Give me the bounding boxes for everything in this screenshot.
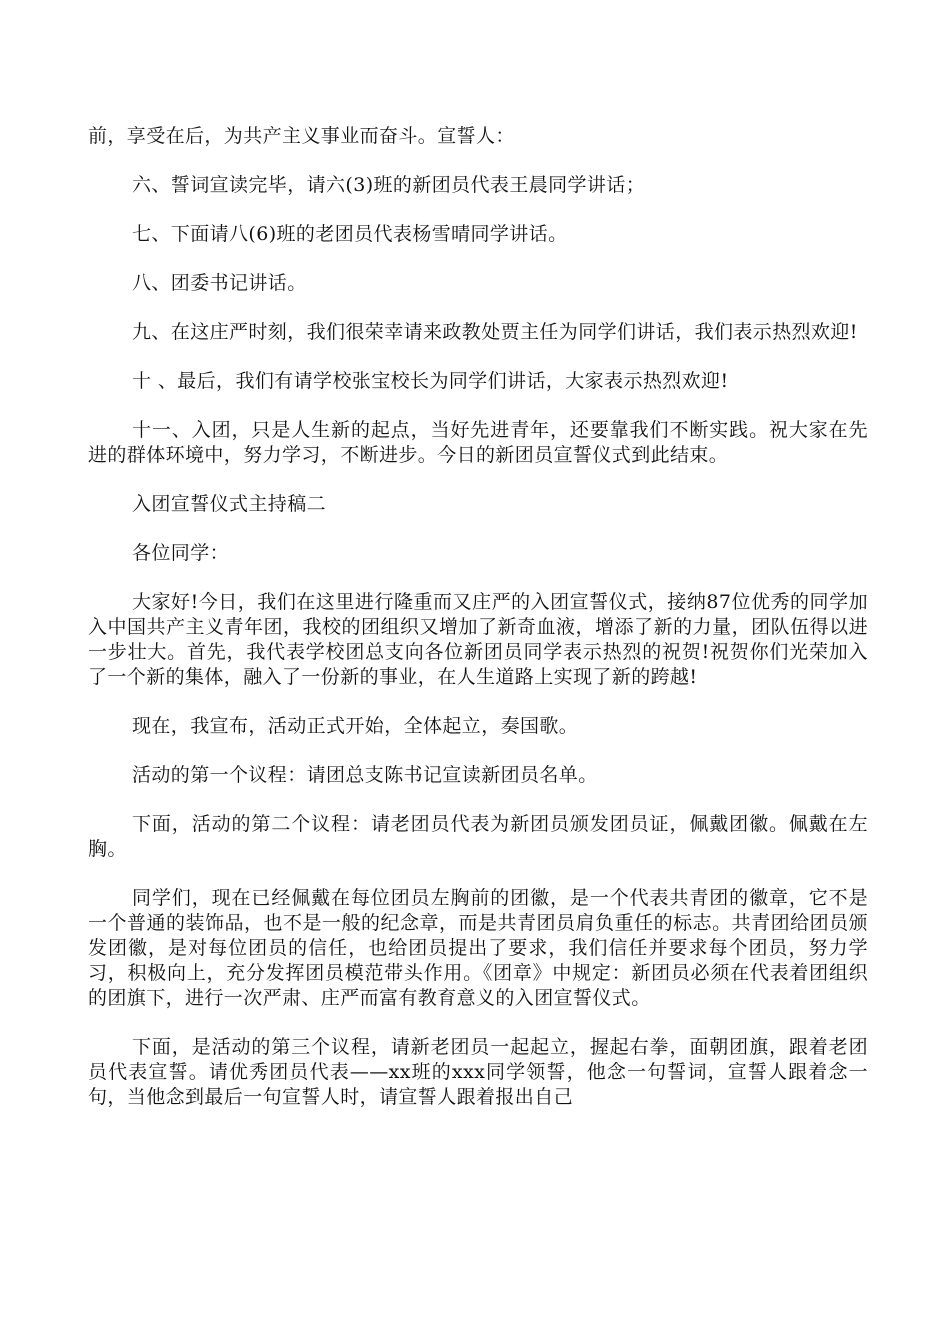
- paragraph: 前，享受在后，为共产主义事业而奋斗。宣誓人：: [88, 125, 515, 147]
- paragraph: 十 、最后，我们有请学校张宝校长为同学们讲话，大家表示热烈欢迎!: [132, 370, 729, 392]
- document-body: [88, 124, 868, 1134]
- paragraph: 九、在这庄严时刻，我们很荣幸请来政教处贾主任为同学们讲话，我们表示热烈欢迎!: [132, 321, 858, 343]
- paragraph: 活动的第一个议程：请团总支陈书记宣读新团员名单。: [132, 764, 598, 786]
- paragraph: 七、下面请八(6)班的老团员代表杨雪晴同学讲话。: [132, 223, 568, 245]
- salutation: 各位同学：: [132, 542, 230, 564]
- paragraph: 下面，是活动的第三个议程，请新老团员一起起立，握起右拳，面朝团旗，跟着老团员代表宣誓。请优秀团员代表——xx班的xxx同学领誓，他念一句誓词，宣誓人跟着念一句，当他念到最后一句宣誓人时，请宣誓人跟着报出自己: [88, 1036, 868, 1108]
- paragraph: 大家好!今日，我们在这里进行隆重而又庄严的入团宣誓仪式，接纳87位优秀的同学加入中国共产主义青年团，我校的团组织又增加了新奇血液，增添了新的力量，团队伍得以进一步壮大。首先，我代表学校团总支向各位新团员同学表示热烈的祝贺!祝贺你们光荣加入了一个新的集体，融入了一份新的事业，在人生道路上实现了新的跨越!: [88, 591, 868, 688]
- section-heading: 入团宣誓仪式主持稿二: [132, 493, 327, 515]
- paragraph: 十一、入团，只是人生新的起点，当好先进青年，还要靠我们不断实践。祝大家在先进的群体环境中，努力学习，不断进步。今日的新团员宣誓仪式到此结束。: [88, 419, 868, 466]
- paragraph: 六、誓词宣读完毕，请六(3)班的新团员代表王晨同学讲话；: [132, 174, 646, 196]
- paragraph: 现在，我宣布，活动正式开始，全体起立，奏国歌。: [132, 715, 579, 737]
- paragraph: 下面，活动的第二个议程：请老团员代表为新团员颁发团员证，佩戴团徽。佩戴在左胸。: [88, 813, 868, 860]
- paragraph: 八、团委书记讲话。: [132, 272, 307, 294]
- paragraph: 同学们，现在已经佩戴在每位团员左胸前的团徽，是一个代表共青团的徽章，它不是一个普通的装饰品，也不是一般的纪念章，而是共青团员肩负重任的标志。共青团给团员颁发团徽，是对每位团员的信任，也给团员提出了要求，我们信任并要求每个团员，努力学习，积极向上，充分发挥团员模范带头作用。《团章》中规定：新团员必须在代表着团组织的团旗下，进行一次严肃、庄严而富有教育意义的入团宣誓仪式。: [88, 887, 868, 1009]
